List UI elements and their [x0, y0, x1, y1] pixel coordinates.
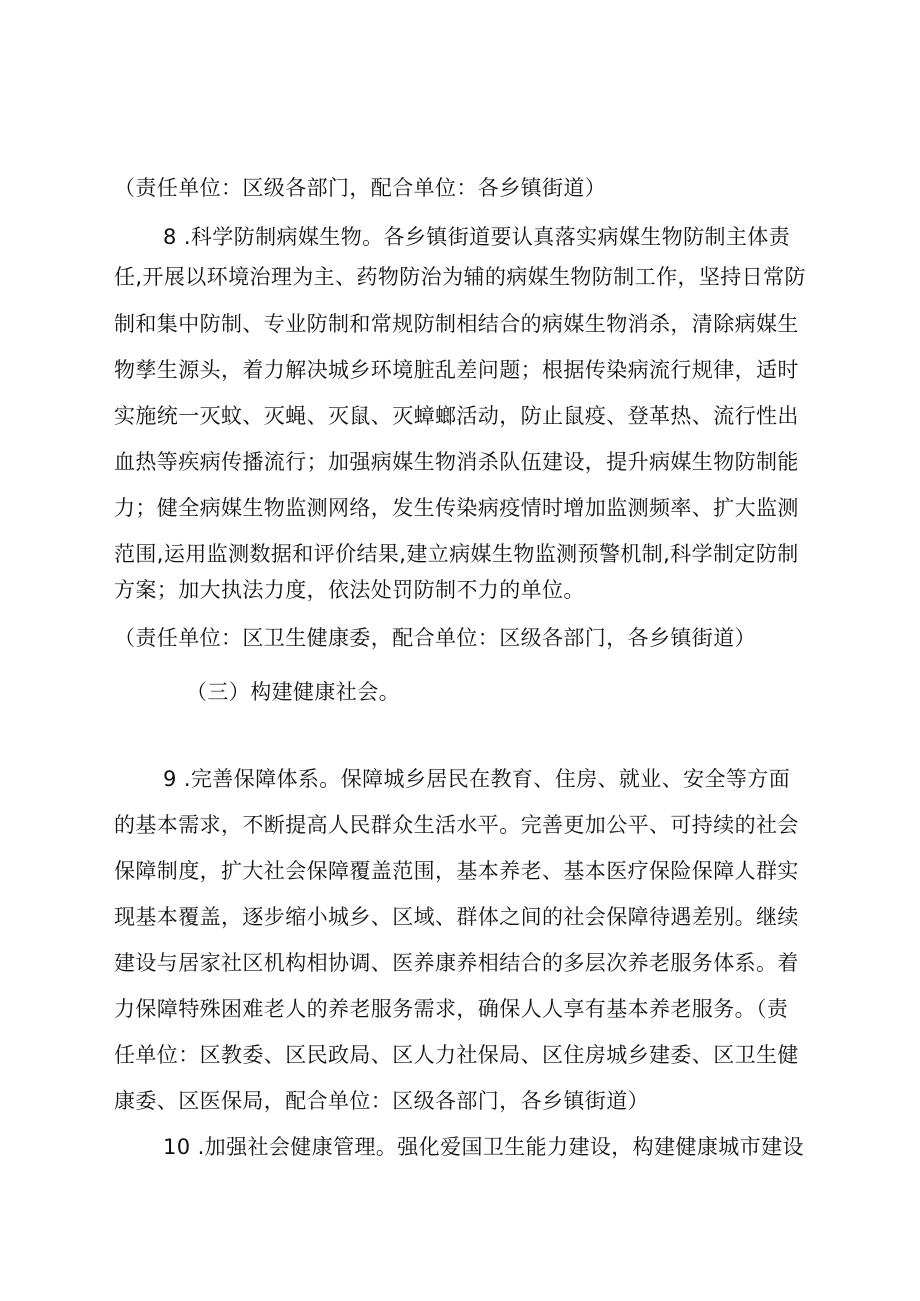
paragraph-9-line: 力保障特殊困难老人的养老服务需求，确保人人享有基本养老服务。（责 [114, 997, 789, 1021]
paragraph-8-line: 8 .科学防制病媒生物。各乡镇街道要认真落实病媒生物防制主体责 [163, 225, 791, 249]
paragraph-8-line: 制和集中防制、专业防制和常规防制相结合的病媒生物消杀，清除病媒生 [114, 312, 799, 336]
paragraph-9-line: 现基本覆盖，逐步缩小城乡、区域、群体之间的社会保障待遇差别。继续 [114, 905, 799, 929]
paragraph-9-line: 保障制度，扩大社会保障覆盖范围，基本养老、基本医疗保险保障人群实 [114, 859, 799, 883]
paragraph-9-line: 任单位：区教委、区民政局、区人力社保局、区住房城乡建委、区卫生健 [114, 1043, 799, 1067]
section-heading: （三）构建健康社会。 [186, 680, 400, 704]
paragraph-8-line: 实施统一灭蚊、灭蝇、灭鼠、灭蟑螂活动，防止鼠疫、登革热、流行性出 [114, 404, 799, 428]
paragraph-8-line: 任,开展以环境治理为主、药物防治为辅的病媒生物防制工作，坚持日常防 [114, 265, 806, 289]
paragraph-9-line: 9 .完善保障体系。保障城乡居民在教育、住房、就业、安全等方面 [163, 767, 791, 791]
paragraph-9-line: 建设与居家社区机构相协调、医养康养相结合的多层次养老服务体系。着 [114, 951, 799, 975]
responsibility-note: （责任单位：区卫生健康委，配合单位：区级各部门，各乡镇街道） [114, 626, 756, 650]
paragraph-9-line: 康委、区医保局，配合单位：区级各部门，各乡镇街道） [114, 1089, 649, 1113]
paragraph-10-line: 10 .加强社会健康管理。强化爱国卫生能力建设，构建健康城市建设 [163, 1135, 804, 1159]
paragraph-8-line: 方案；加大执法力度，依法处罚防制不力的单位。 [114, 578, 585, 602]
responsibility-note: （责任单位：区级各部门，配合单位：各乡镇街道） [114, 176, 607, 200]
paragraph-8-line: 力；健全病媒生物监测网络，发生传染病疫情时增加监测频率、扩大监测 [114, 496, 799, 520]
paragraph-8-line: 血热等疾病传播流行；加强病媒生物消杀队伍建设，提升病媒生物防制能 [114, 450, 799, 474]
paragraph-9-line: 的基本需求，不断提高人民群众生活水平。完善更加公平、可持续的社会 [114, 813, 799, 837]
paragraph-8-line: 物孳生源头，着力解决城乡环境脏乱差问题；根据传染病流行规律，适时 [114, 358, 799, 382]
paragraph-8-line: 范围,运用监测数据和评价结果,建立病媒生物监测预警机制,科学制定防制 [114, 542, 799, 566]
